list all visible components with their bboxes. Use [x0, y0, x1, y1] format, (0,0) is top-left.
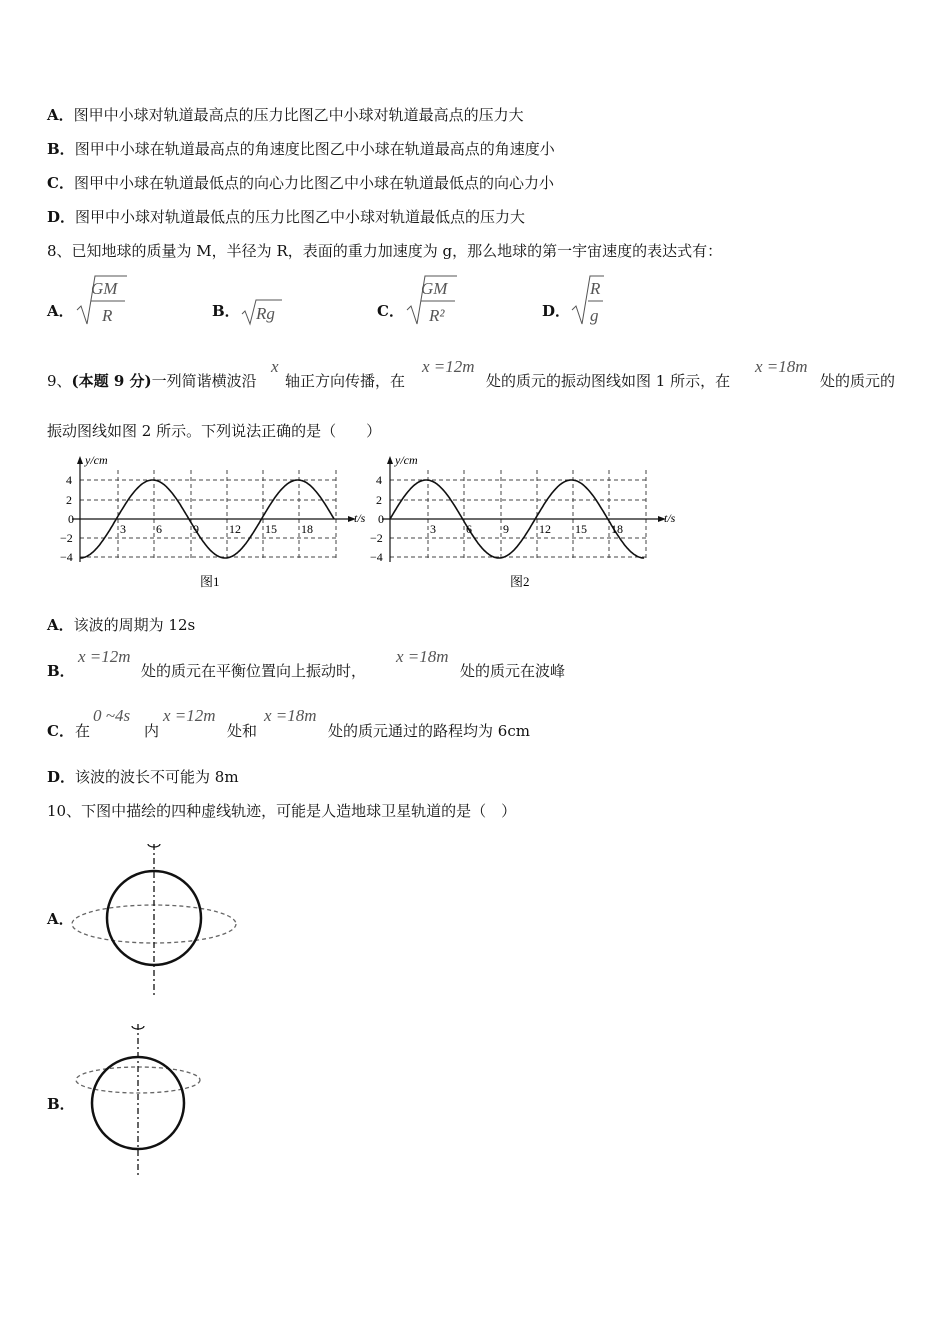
q9-x2-formula: x =18m — [755, 357, 808, 376]
q8-c-num: GM — [421, 279, 448, 298]
q9-option-d: D．该波的波长不可能为 8m — [47, 768, 239, 786]
q9-c-text-2: 处和 — [227, 722, 258, 740]
q9-graph-1-xlabel: t/s — [354, 511, 366, 525]
q9-g1-xtick-18: 18 — [301, 522, 313, 536]
q9-g2-ytick-2: 2 — [376, 493, 382, 507]
q10-option-b-figure — [72, 1020, 207, 1178]
q9-b-formula-1: x =12m — [78, 647, 131, 666]
q9-graph-1 — [58, 450, 378, 592]
q9-option-c-label: C． — [47, 722, 74, 740]
q9-g1-ytick-4: 4 — [66, 473, 72, 487]
q9-g2-xtick-15: 15 — [575, 522, 587, 536]
q9-g2-xtick-18: 18 — [611, 522, 623, 536]
q8-a-num: GM — [91, 279, 118, 298]
q8-b-expr: Rg — [256, 304, 275, 323]
q10-option-a-figure — [68, 838, 243, 1000]
q10-option-b-label: B． — [47, 1095, 75, 1113]
q9-b-formula-2: x =18m — [396, 647, 449, 666]
q8-option-c-formula — [405, 272, 465, 330]
q9-x1-formula: x =12m — [422, 357, 475, 376]
q9-graph-2-ylabel: y/cm — [395, 453, 418, 467]
q9-c-text-1: 内 — [144, 722, 160, 740]
q9-option-b-label: B． — [47, 662, 75, 680]
q9-graph-2-caption: 图2 — [510, 574, 530, 589]
q8-option-a-formula — [75, 272, 135, 330]
q9-c-formula-2: x =18m — [264, 706, 317, 725]
q9-g1-xtick-3: 3 — [120, 522, 126, 536]
q9-g1-ytick-2: 2 — [66, 493, 72, 507]
q8-option-b-formula — [240, 298, 285, 326]
q9-g2-ytick-m2: −2 — [370, 531, 383, 545]
q9-graph-2-xlabel: t/s — [664, 511, 676, 525]
q9-g1-xtick-9: 9 — [193, 522, 199, 536]
q8-a-den: R — [102, 306, 113, 325]
q7-option-a: A．图甲中小球对轨道最高点的压力比图乙中小球对轨道最高点的压力大 — [47, 106, 524, 124]
q8-c-den: R² — [429, 306, 445, 325]
q9-g2-xtick-9: 9 — [503, 522, 509, 536]
q8-option-c-label: C． — [377, 302, 404, 320]
q9-c-formula-0: 0 ~4s — [93, 706, 131, 725]
q9-g2-ytick-0: 0 — [378, 512, 384, 526]
q8-option-d-formula — [570, 272, 610, 330]
q9-g1-ytick-m2: −2 — [60, 531, 73, 545]
q10-option-a-label: A． — [47, 910, 74, 928]
q9-g1-xtick-6: 6 — [156, 522, 162, 536]
q9-stem-line2: 振动图线如图 2 所示。下列说法正确的是（ ） — [47, 422, 382, 440]
q9-b-text-2: 处的质元在波峰 — [460, 662, 566, 680]
q8-stem: 8、已知地球的质量为 M，半径为 R，表面的重力加速度为 g，那么地球的第一宇宙速度的表达式有： — [47, 242, 723, 260]
q9-g1-ytick-0: 0 — [68, 512, 74, 526]
q8-option-d-label: D． — [542, 302, 571, 320]
q9-b-text-1: 处的质元在平衡位置向上振动时， — [141, 662, 367, 680]
q9-g1-xtick-12: 12 — [229, 522, 241, 536]
q9-graph-1-ylabel: y/cm — [85, 453, 108, 467]
q9-stem-part4: 处的质元的 — [820, 372, 896, 390]
q9-g2-xtick-12: 12 — [539, 522, 551, 536]
q9-g2-ytick-4: 4 — [376, 473, 382, 487]
q9-c-text-0: 在 — [75, 722, 91, 740]
q8-option-a-label: A． — [47, 302, 74, 320]
q9-graph-2 — [368, 450, 688, 592]
q10-stem: 10、下图中描绘的四种虚线轨迹，可能是人造地球卫星轨道的是（ ） — [47, 802, 517, 820]
q9-g1-xtick-15: 15 — [265, 522, 277, 536]
q9-g2-ytick-m4: −4 — [370, 550, 383, 564]
q9-graph-1-caption: 图1 — [200, 574, 220, 589]
q9-stem-part3: 处的质元的振动图线如图 1 所示，在 — [486, 372, 731, 390]
q7-option-d: D．图甲中小球对轨道最低点的压力比图乙中小球对轨道最低点的压力大 — [47, 208, 526, 226]
q9-g2-xtick-6: 6 — [466, 522, 472, 536]
q8-d-num: R — [590, 279, 601, 298]
q9-g2-xtick-3: 3 — [430, 522, 436, 536]
q9-stem-line1: 9、(本题 9 分)一列简谐横波沿 — [47, 372, 257, 390]
q8-option-b-label: B． — [212, 302, 240, 320]
q9-c-text-3: 处的质元通过的路程均为 6cm — [328, 722, 530, 740]
q9-axis-x: x — [271, 357, 279, 376]
q7-option-c: C．图甲中小球在轨道最低点的向心力比图乙中小球在轨道最低点的向心力小 — [47, 174, 554, 192]
q7-option-b: B．图甲中小球在轨道最高点的角速度比图乙中小球在轨道最高点的角速度小 — [47, 140, 555, 158]
q9-stem-part2: 轴正方向传播，在 — [285, 372, 406, 390]
q9-option-a: A．该波的周期为 12s — [47, 616, 196, 634]
q9-g1-ytick-m4: −4 — [60, 550, 73, 564]
q8-d-den: g — [590, 306, 599, 325]
q9-c-formula-1: x =12m — [163, 706, 216, 725]
